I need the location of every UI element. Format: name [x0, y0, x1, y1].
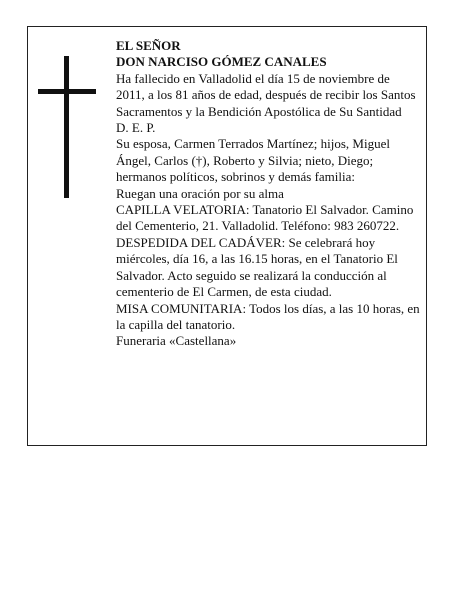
- notice-family: Su esposa, Carmen Terrados Martínez; hijos, Miguel Ángel, Carlos (†), Roberto y Silvia; nieto, Diego; hermanos políticos, sobrinos y demás familia:: [116, 136, 390, 185]
- notice-funeral-home: Funeraria «Castellana»: [116, 333, 237, 349]
- notice-prayer-request: Ruegan una oración por su alma: [116, 185, 284, 201]
- cross-vertical-bar: [64, 56, 69, 198]
- cross-icon: [38, 56, 96, 198]
- cross-horizontal-bar: [38, 89, 96, 94]
- notice-mass: MISA COMUNITARIA: Todos los días, a las 10 horas, en la capilla del tanatorio.: [116, 300, 420, 332]
- notice-wake-location: CAPILLA VELATORIA: Tanatorio El Salvador. Camino del Cementerio, 21. Valladolid. Teléfono: 983 260722.: [116, 202, 414, 234]
- notice-funeral-service: DESPEDIDA DEL CADÁVER: Se celebrará hoy miércoles, día 16, a las 16.15 horas, en el Tanatorio El Salvador. Acto seguido se realizará la conducción al cementerio de El Carmen, de esta ciudad.: [116, 234, 398, 300]
- notice-text: [116, 38, 421, 350]
- notice-death-announcement: Ha fallecido en Valladolid el día 15 de noviembre de 2011, a los 81 años de edad, después de recibir los Santos Sacramentos y la Bendición Apostólica de Su Santidad: [116, 70, 416, 119]
- notice-rip: D. E. P.: [116, 120, 156, 136]
- obituary-notice: [27, 26, 427, 446]
- notice-title-line2: DON NARCISO GÓMEZ CANALES: [116, 54, 327, 70]
- notice-title-line1: EL SEÑOR: [116, 38, 181, 53]
